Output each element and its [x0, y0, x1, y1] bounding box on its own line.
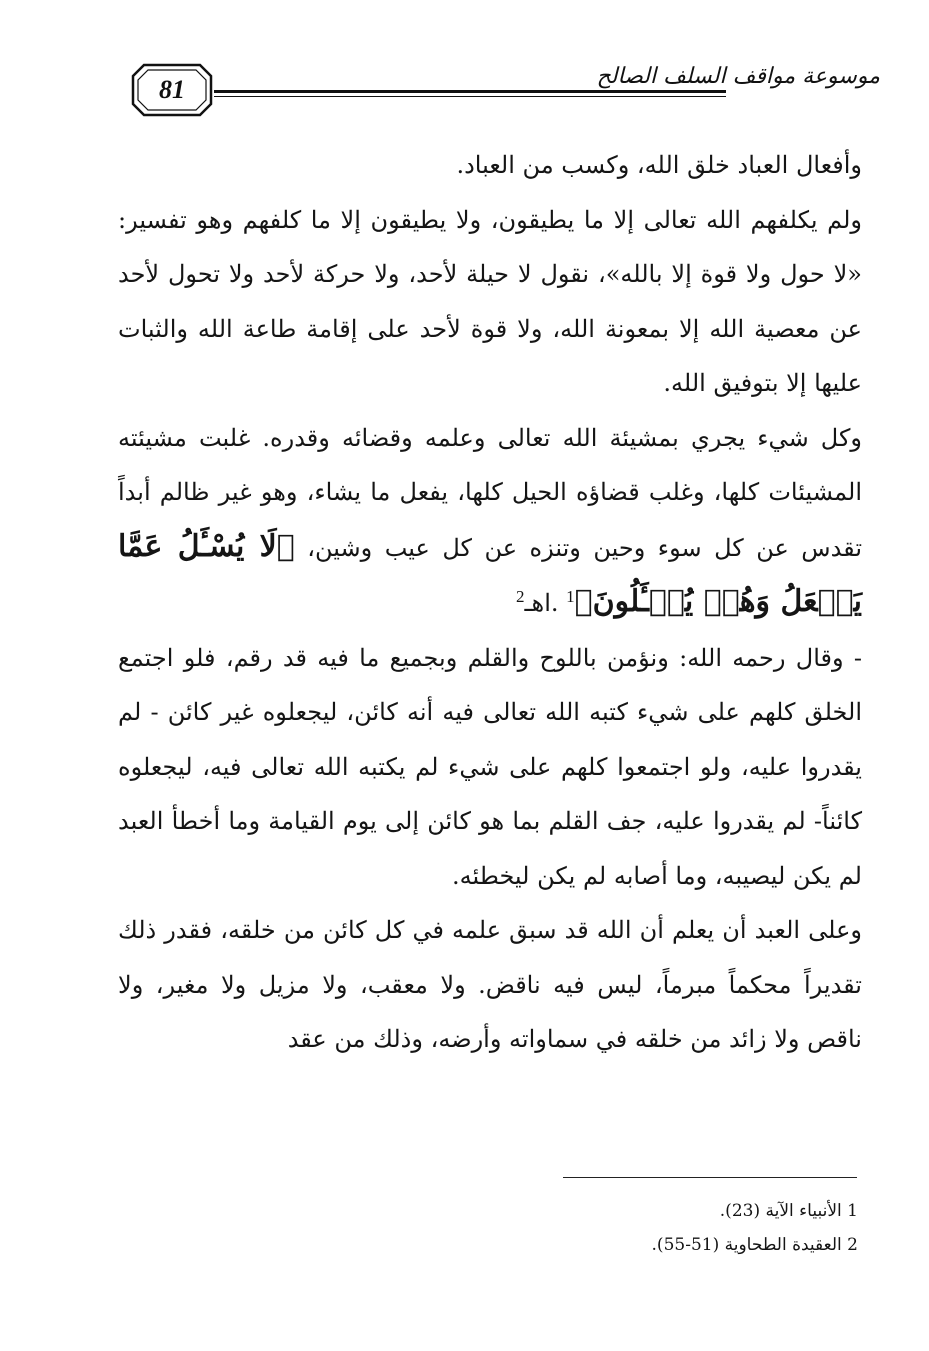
footnote: 2 العقيدة الطحاوية (51-55).: [651, 1235, 858, 1255]
header-rule: [214, 90, 726, 93]
footnote-ref: 1: [566, 587, 575, 606]
page-number: 81: [159, 75, 185, 104]
footnote: 1 الأنبياء الآية (23).: [719, 1201, 858, 1221]
header-rule-thin: [214, 96, 726, 97]
paragraph: - وقال رحمه الله: ونؤمن باللوح والقلم وبجميع ما فيه قد رقم، فلو اجتمع الخلق كلهم على شيء كتبه الله تعالى فيه أنه كائن، ليجعلوه غير كائن - لم يقدروا عليه، ولو اجتمعوا كلهم على شيء لم يكتبه الله تعالى فيه، ليجعلوه كائناً- لم يقدروا عليه، جف القلم بما هو كائن إلى يوم القيامة وما أخطأ العبد لم يكن ليصيبه، وما أصابه لم يكن ليخطئه.: [118, 643, 862, 890]
footnote-separator: [563, 1177, 857, 1178]
ending-marker: .اهـ: [524, 589, 559, 617]
paragraph-text: وكل شيء يجري بمشيئة الله تعالى وعلمه وقضائه وقدره. غلبت مشيئته المشيئات كلها، وغلب قضاؤه الحيل كلها، يفعل ما يشاء، وهو غير ظالم أبداً تقدس عن كل سوء وحين وتنزه عن كل عيب وشين،: [118, 423, 862, 562]
quran-verse: ﴿لَا يُسْـَٔلُ عَمَّا يَفۡعَلُ وَهُمۡ يُسۡـَٔلُونَ﴾: [118, 528, 862, 619]
page-header: [118, 58, 880, 122]
main-text: [118, 138, 862, 1067]
paragraph: [118, 411, 862, 631]
book-title: موسوعة مواقف السلف الصالح: [596, 64, 880, 89]
paragraph: ولم يكلفهم الله تعالى إلا ما يطيقون، ولا يطيقون إلا ما كلفهم وهو تفسير: «لا حول ولا قوة إلا بالله»، نقول لا حيلة لأحد، ولا حركة لأحد ولا تحول لأحد عن معصية الله إلا بمعونة الله، ولا قوة لأحد على إقامة طاعة الله والثبات عليها إلا بتوفيق الله.: [118, 205, 862, 397]
paragraph: وأفعال العباد خلق الله، وكسب من العباد.: [456, 151, 862, 179]
footnote-ref: 2: [516, 587, 525, 606]
footnotes: [500, 1194, 858, 1262]
paragraph: وعلى العبد أن يعلم أن الله قد سبق علمه في كل كائن من خلقه، فقدر ذلك تقديراً محكماً مبرماً، ليس فيه ناقض. ولا معقب، ولا مزيل ولا مغير، ولا ناقص ولا زائد من خلقه في سماواته وأرضه، وذلك من عقد: [118, 916, 862, 1053]
